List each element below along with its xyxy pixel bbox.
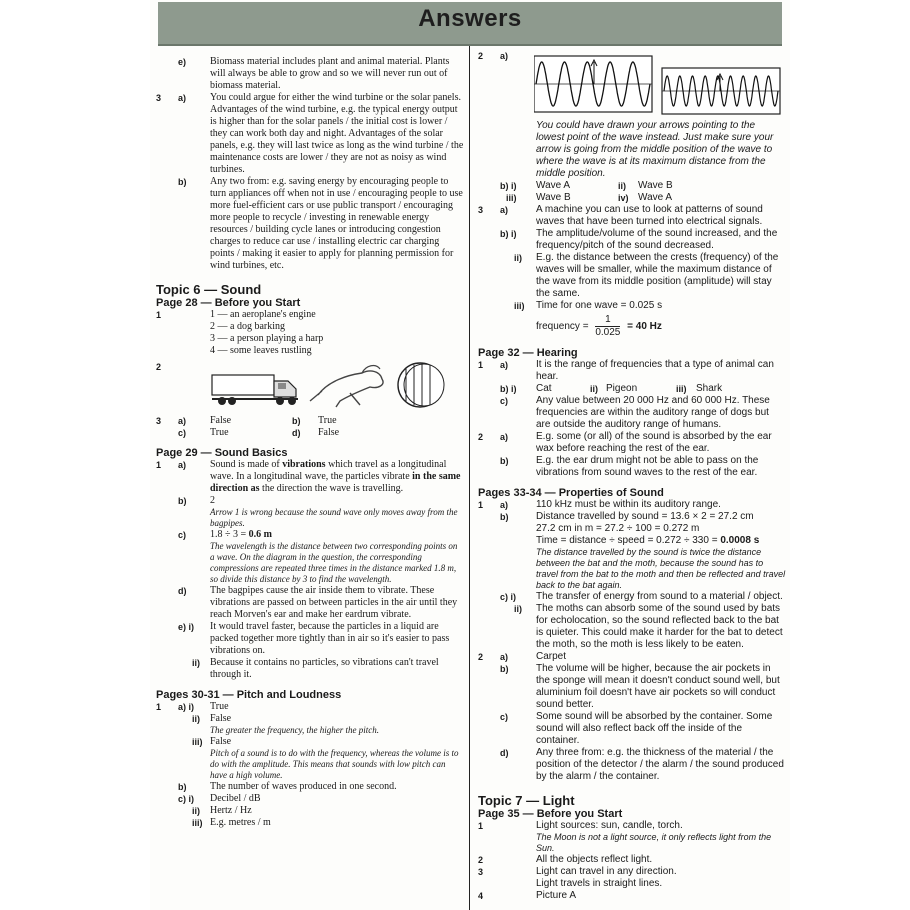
q3bii: ii) E.g. the distance between the crests (frequency) of the waves will be smaller, while the maximum distance of the wave from its middle position (amplitude) will stay the same. [514, 252, 779, 299]
fraction: $\frac{1}{0.025}$ [595, 314, 621, 338]
p35-1: 1 Light sources: sun, candle, torch. The Moon is not a light source, it only reflects light from the Sun. [478, 820, 772, 853]
q3a: 3 a) A machine you can use to look at patterns of sound waves that have been turned into electrical signals. [478, 204, 763, 227]
wave-a-diagram [534, 56, 652, 112]
p33-2a: 2 a) Carpet [478, 651, 567, 662]
truck-icon [212, 375, 298, 405]
p28-item: 4 — some leaves rustling [210, 345, 312, 356]
p33-2b: b) The volume will be higher, because the air pockets in the sponge will mean it doesn't conduct sound well, but aluminium foil doesn't have air pockets so will conduct sound better. [500, 663, 780, 710]
q2-biii: iii) Wave B iv) Wave A [506, 192, 673, 203]
wave-note: You could have drawn your arrows pointing to the lowest point of the wave instead. Just make sure your arrow is going from the middle position of the wave to where the wave is at its maximum distance from the middle position. [536, 120, 774, 179]
p29-1c: c) 1.8 ÷ 3 = 0.6 m The wavelength is the distance between two corresponding points on a wave. On the diagram in the question, the corresponding compressions are repeated three times in the distance marked 1.8 m, so divide this distance by 3 to find the wavelength. [178, 529, 458, 584]
p35-2: 2 All the objects reflect light. [478, 854, 653, 865]
p29-1b: b) 2 Arrow 1 is wrong because the sound wave only moves away from the bagpipes. [178, 495, 458, 528]
p33-1cii: ii) The moths can absorb some of the sound used by bats for echolocation, so the sound reflected back to the bat is quieter. This could make it harder for the bat to detect the moth, so the moth is less likely to be eaten. [514, 603, 783, 650]
page-title: Answers [418, 5, 522, 32]
p32-1a: 1 a) It is the range of frequencies that a type of animal can hear. [478, 359, 774, 382]
topic-6-heading: Topic 6 — Sound [156, 282, 262, 297]
p30-aii: ii) False The greater the frequency, the higher the pitch. [192, 713, 380, 735]
p28-item: 3 — a person playing a harp [210, 333, 324, 344]
answer-3b: b) Any two from: e.g. saving energy by encouraging people to turn appliances off when not in use / encouraging people to use more fuel-efficient cars or use public transport / encouraging more people to recycle / investing in renewable energy resources / building cycle lanes or introducing congestion charges to reduce car use / installing electric car charging points / making it easier to apply for planning permission for wind turbines, etc. [178, 176, 463, 271]
q3biii: iii) Time for one wave = 0.025 s [514, 300, 663, 311]
p32-2a: 2 a) E.g. some (or all) of the sound is absorbed by the ear wax before reaching the rest of the ear. [478, 431, 772, 454]
page-32-heading: Page 32 — Hearing [478, 347, 578, 359]
p30-cii: ii) Hertz / Hz [192, 805, 252, 816]
page-29-heading: Page 29 — Sound Basics [156, 447, 288, 459]
p28-item: 1 — an aeroplane's engine [210, 309, 316, 320]
p32-1bi: b) i) Cat ii) Pigeon iii) Shark [500, 383, 723, 394]
p29-1d: d) The bagpipes cause the air inside them to vibrate. These vibrations are passed on between particles in the air until they reach Morven's ear and make her eardrum vibrate. [178, 585, 458, 620]
wave-diagrams [534, 52, 786, 118]
dog-icon [310, 366, 383, 407]
column-divider [469, 46, 470, 910]
frequency-calc: frequency = $\frac{1}{0.025}$ = 40 Hz [536, 314, 662, 338]
topic-7-heading: Topic 7 — Light [478, 793, 575, 808]
p33-2d: d) Any three from: e.g. the thickness of the material / the position of the detector / the alarm / the sound produced by the alarm / the container. [500, 747, 784, 782]
p35-4: 4 Picture A [478, 890, 577, 901]
p30-ciii: iii) E.g. metres / m [192, 817, 271, 828]
p30-aiii: iii) False Pitch of a sound is to do with the frequency, whereas the volume is to do with the amplitude. This means that sounds with low pitch can have a high volume. [192, 736, 459, 780]
pages-33-34-heading: Pages 33-34 — Properties of Sound [478, 487, 664, 499]
answer-e: e) Biomass material includes plant and animal material. Plants will always be able to grow and so we will never run out of biomass material. [178, 56, 450, 91]
p30-ai: 1 a) i) True [156, 701, 229, 712]
p29-1eii: ii) Because it contains no particles, so vibrations can't travel through it. [192, 657, 439, 680]
answer-3a: 3 a) You could argue for either the wind turbine or the solar panels. Advantages of the wind turbine, e.g. the typical energy output is higher than for the solar panels / the initial cost is lower / they can work both day and night. Advantages of the solar panels, e.g. they will last twice as long as the wind turbine / the maintenance costs are lower / they are not as noisy as wind turbines. [156, 92, 464, 175]
right-column [478, 50, 786, 902]
p28-pictures [210, 361, 460, 413]
p29-1a: 1 a) Sound is made of vibrations which travel as a longitudinal wave. In a longitudinal wave, the particles vibrate in the same direction as the direction the wave is travelling. [156, 459, 461, 494]
p33-2c: c) Some sound will be absorbed by the container. Some sound will also reflect back off the inside of the container. [500, 711, 773, 746]
q2-bi: b) i) Wave A ii) Wave B [500, 180, 673, 191]
p33-1a: 1 a) 110 kHz must be within its auditory range. [478, 499, 721, 510]
p28-item: 2 — a dog barking [210, 321, 285, 332]
wave-b-diagram [662, 68, 780, 114]
drum-icon [398, 363, 444, 407]
p29-1ei: e) i) It would travel faster, because the particles in a liquid are packed together more tightly than in air so it's easier to pass vibrations on. [178, 621, 450, 656]
p32-2b: b) E.g. the ear drum might not be able to pass on the vibrations from sound waves to the rest of the ear. [500, 455, 759, 478]
p35-3: 3 Light can travel in any direction. Light travels in straight lines. [478, 866, 677, 889]
q3bi: b) i) The amplitude/volume of the sound increased, and the frequency/pitch of the sound decreased. [500, 228, 778, 251]
p28-q2: 2 [156, 357, 464, 413]
answers-banner [158, 2, 782, 46]
left-column [156, 50, 464, 829]
p33-1b: b) Distance travelled by sound = 13.6 × 2 = 27.2 cm 27.2 cm in m = 27.2 ÷ 100 = 0.272 m Time = distance ÷ speed = 0.272 ÷ 330 = 0.0008 s The distance travelled by the sound is twice the distance between the bat and the moth, because the sound has to travel from the bat to the moth and then be reflected and travel back to the bat again. [500, 511, 786, 590]
p30-ci: c) i) Decibel / dB [178, 793, 261, 804]
q2a-waves: 2 a) [478, 50, 786, 120]
pages-30-31-heading: Pages 30-31 — Pitch and Loudness [156, 689, 342, 701]
p33-1ci: c) i) The transfer of energy from sound to a material / object. [500, 591, 783, 602]
page-28-heading: Page 28 — Before you Start [156, 297, 301, 309]
p32-1c: c) Any value between 20 000 Hz and 60 000 Hz. These frequencies are within the auditory range of dogs but are outside the auditory range of humans. [500, 395, 770, 430]
p28-q3: 3 a) False b) True c) True d) False [156, 415, 340, 438]
p30-b: b) The number of waves produced in one second. [178, 781, 397, 792]
answers-page [150, 0, 790, 910]
p28-q1: 1 1 — an aeroplane's engine 2 — a dog barking 3 — a person playing a harp 4 — some leaves rustling [156, 309, 464, 357]
page-35-heading: Page 35 — Before you Start [478, 808, 623, 820]
